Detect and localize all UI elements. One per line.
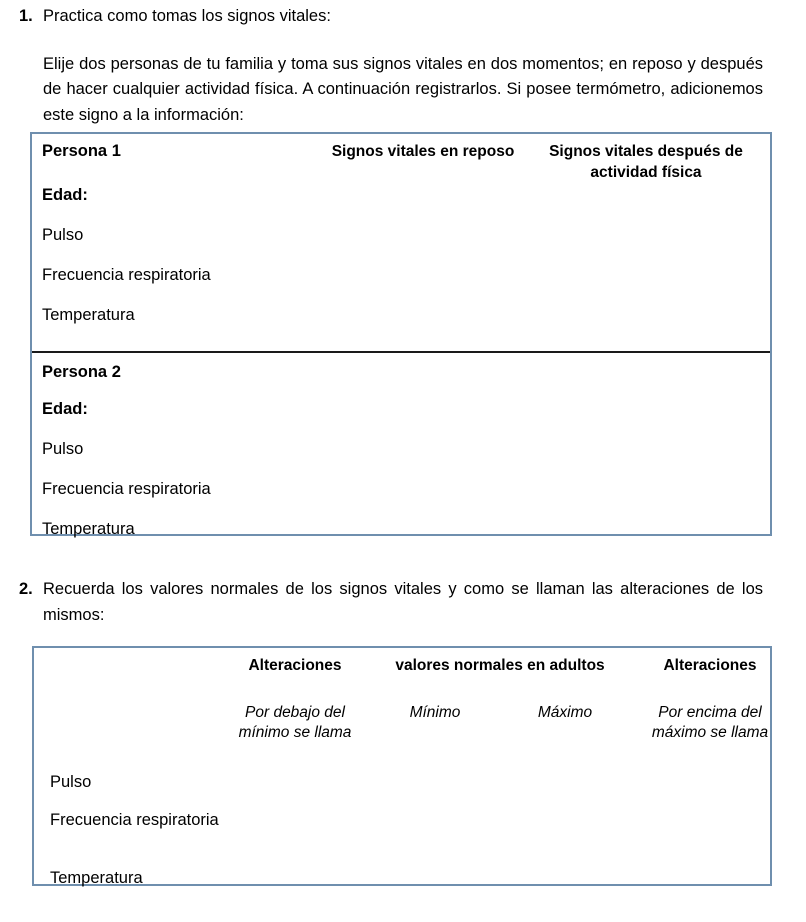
item-1-number: 1. — [19, 7, 33, 25]
table-row — [32, 513, 770, 553]
person-1-title: Persona 1 — [42, 142, 121, 160]
person-2-title: Persona 2 — [42, 363, 121, 381]
subheader-por-debajo-del-minimo: Por debajo del mínimo se llama — [238, 704, 352, 741]
table-row — [34, 802, 770, 860]
column-header-actividad-fisica: Signos vitales después de actividad física — [549, 143, 743, 181]
item-2-body — [43, 577, 763, 628]
numbered-item-2 — [19, 577, 763, 628]
column-header-reposo: Signos vitales en reposo — [331, 143, 515, 160]
subheader-maximo: Máximo — [537, 704, 593, 721]
person-2-edad-label: Edad: — [42, 400, 88, 418]
t2-row-label-frecuencia-respiratoria: Frecuencia respiratoria — [50, 811, 219, 829]
table-row — [32, 433, 770, 473]
subheader-minimo: Mínimo — [409, 704, 461, 721]
normal-values-table — [32, 646, 772, 886]
table-row — [32, 473, 770, 513]
person-1-row-label-temperatura: Temperatura — [42, 306, 135, 324]
table-row — [34, 860, 770, 898]
item-2-number: 2. — [19, 580, 33, 598]
table-row — [32, 179, 770, 219]
item-1-lead-text: Practica como tomas los signos vitales: — [43, 7, 331, 25]
person-2-row-label-frecuencia: Frecuencia respiratoria — [42, 480, 211, 498]
item-1-instruction-text: Elije dos personas de tu familia y toma sus signos vitales en dos momentos; en reposo y después de hacer cualquier actividad física. A continuación registrarlos. Si posee termómetro, adicionemos este signo a la información: — [43, 54, 763, 124]
table-row — [32, 353, 770, 393]
column-header-alteraciones-alto: Alteraciones — [663, 657, 757, 674]
numbered-item-1 — [19, 4, 763, 128]
table-row — [32, 134, 770, 179]
t2-row-label-pulso: Pulso — [50, 773, 92, 791]
item-2-lead-text: Recuerda los valores normales de los signos vitales y como se llaman las alteraciones de los mismos: — [43, 580, 763, 624]
vital-signs-table-persons — [30, 132, 772, 536]
person-1-block — [32, 134, 770, 351]
t2-row-label-temperatura: Temperatura — [50, 869, 143, 887]
subheader-por-encima-del-maximo: Por encima del máximo se llama — [651, 704, 769, 741]
person-2-row-label-temperatura: Temperatura — [42, 520, 135, 538]
person-1-edad-label: Edad: — [42, 186, 88, 204]
person-1-row-label-frecuencia: Frecuencia respiratoria — [42, 266, 211, 284]
table-row — [32, 299, 770, 339]
table-row — [32, 259, 770, 299]
person-2-row-label-pulso: Pulso — [42, 440, 84, 458]
table-header-row-sub — [34, 694, 770, 764]
table-header-row-main — [34, 648, 770, 694]
table-row — [32, 393, 770, 433]
person-1-row-label-pulso: Pulso — [42, 226, 84, 244]
table-row — [34, 764, 770, 802]
person-2-block — [32, 351, 770, 553]
column-header-valores-normales: valores normales en adultos — [395, 657, 605, 674]
table-row — [32, 219, 770, 259]
column-header-alteraciones-bajo: Alteraciones — [248, 657, 342, 674]
item-1-body — [43, 4, 763, 128]
person-1-bottom-spacer — [32, 339, 770, 351]
